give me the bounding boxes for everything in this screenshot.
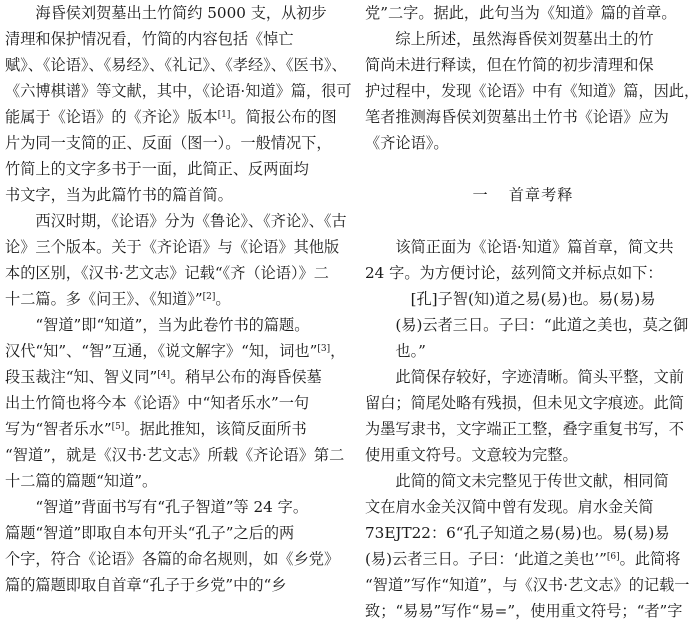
text-line: 海昏侯刘贺墓出土竹简约 5000 支，从初步 (5, 4, 327, 22)
citation-ref: [4] (157, 370, 170, 380)
text-line: 篇的篇题即取自首章“孔子于乡党”中的“乡 (5, 576, 287, 594)
text-line: 此简保存较好，字迹清晰。简头平整，文前 (365, 368, 684, 386)
text-line: 综上所述，虽然海昏侯刘贺墓出土的竹 (365, 30, 654, 48)
text-line: “智道”，就是《汉书·艺文志》所载《齐论语》第二 (5, 446, 345, 464)
text-line: 笔者推测海昏侯刘贺墓出土竹书《论语》应为 (365, 108, 669, 126)
text-line: 使用重文符号。文意较为完整。 (365, 446, 578, 464)
text-line: 出土竹简也将今本《论语》中“知者乐水”一句 (5, 394, 310, 412)
text-line: 写为“智者乐水”[5]。据此推知，该简反面所书 (5, 420, 307, 438)
text-line: 此简的简文未完整见于传世文献，相同简 (365, 472, 669, 490)
spacer (365, 208, 681, 234)
section-number: 一 (472, 186, 489, 204)
section-heading: 首章考释 (508, 186, 574, 204)
text-line: 本的区别，《汉书·艺文志》记载“《齐（论语）》二 (5, 264, 329, 282)
text-line: 党”二字。据此，此句当为《知道》篇的首章。 (365, 4, 677, 22)
text-line: “智道”即“知道”，当为此卷竹书的篇题。 (5, 316, 310, 334)
right-column (365, 0, 699, 624)
text-line: (易)云者三日。子曰：“此道之美也，莫之御 (365, 316, 689, 334)
left-column (5, 0, 352, 598)
text-line: 留白；简尾处略有残损，但未见文字痕迹。此简 (365, 394, 684, 412)
text-line: 清理和保护情况看，竹简的内容包括《悼亡 (5, 30, 294, 48)
text-line: (易)云者三日。子曰：‘此道之美也’”[6]。此简将 (365, 550, 681, 568)
text-line: 竹简上的文字多书于一面，此简正、反两面均 (5, 160, 309, 178)
section-title (365, 182, 681, 208)
text-line: 《六博棋谱》等文献，其中，《论语·知道》篇，很可 (5, 82, 352, 100)
spacer (365, 156, 681, 182)
text-line: 73EJT22：6“孔子知道之易(易)也。易(易)易 (365, 524, 670, 542)
text-line: 十二篇。多《问王》、《知道》”[2]。 (5, 290, 231, 308)
citation-ref: [1] (217, 110, 231, 120)
text-line: 汉代“知”、“智”互通，《说文解字》“知，词也”[3]， (5, 342, 346, 360)
citation-ref: [5] (111, 422, 125, 432)
text-line: “智道”写作“知道”，与《汉书·艺文志》的记载一 (365, 576, 690, 594)
text-line: [孔]子智(知)道之易(易)也。易(易)易 (365, 290, 656, 308)
text-line: “智道”背面书写有“孔子智道”等 24 字。 (5, 498, 309, 516)
text-line: 《齐论语》。 (365, 134, 449, 152)
text-line: 能属于《论语》的《齐论》版本[1]。简报公布的图 (5, 108, 337, 126)
text-line: 24 字。为方便讨论，兹列简文并标点如下： (365, 264, 663, 282)
text-line: 致；“易易”写作“易=”，使用重文符号；“者”字 (365, 602, 683, 620)
text-line: 为墨写隶书，文字端正工整，叠字重复书写，不 (365, 420, 684, 438)
citation-ref: [2] (202, 292, 216, 302)
text-line: 论》三个版本。关于《齐论语》与《论语》其他版 (5, 238, 340, 256)
citation-ref: [6] (606, 552, 620, 562)
text-line: 片为同一支简的正、反面（图一）。一般情况下， (5, 134, 332, 152)
text-line: 也。” (365, 342, 426, 360)
text-line: 护过程中，发现《论语》中有《知道》篇，因此， (365, 82, 699, 100)
text-line: 该简正面为《论语·知道》篇首章，简文共 (365, 238, 674, 256)
text-line: 简尚未进行释读，但在竹简的初步清理和保 (365, 56, 654, 74)
citation-ref: [3] (317, 344, 331, 354)
text-line: 个字，符合《论语》各篇的命名规则，如《乡党》 (5, 550, 340, 568)
text-line: 篇题“智道”即取自本句开头“孔子”之后的两 (5, 524, 295, 542)
text-line: 书文字，当为此篇竹书的篇首简。 (5, 186, 233, 204)
text-line: 十二篇的篇题“知道”。 (5, 472, 158, 490)
text-line: 赋》、《论语》、《易经》、《礼记》、《孝经》、《医书》、 (5, 56, 347, 74)
text-line: 文在肩水金关汉简中曾有发现。肩水金关简 (365, 498, 654, 516)
text-line: 段玉裁注“知、智义同”[4]。稍早公布的海昏侯墓 (5, 368, 322, 386)
text-line: 西汉时期，《论语》分为《鲁论》、《齐论》、《古 (5, 212, 347, 230)
